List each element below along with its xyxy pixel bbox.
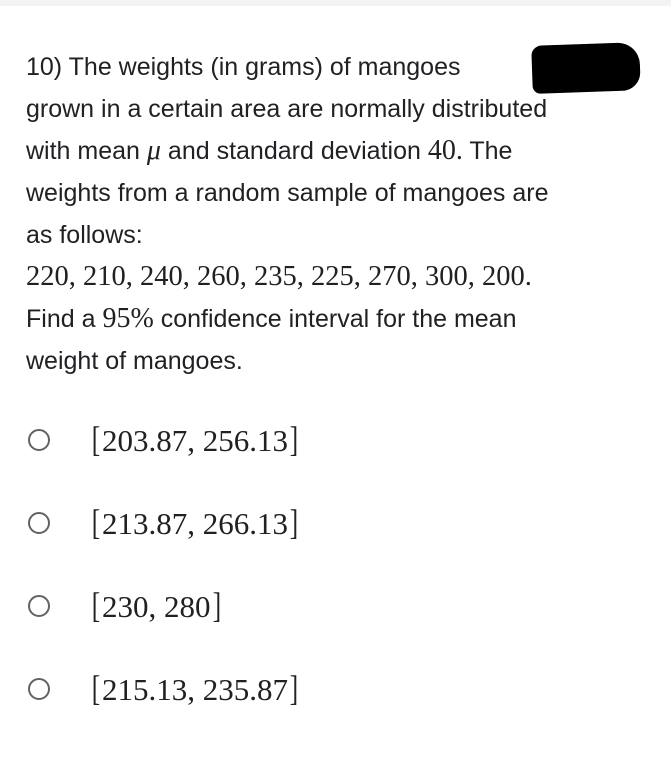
question-line-3: with mean μ and standard deviation 40. The xyxy=(26,135,513,166)
std-dev-value: 40. xyxy=(427,135,463,166)
radio-button-icon[interactable] xyxy=(28,429,50,451)
radio-button-icon[interactable] xyxy=(28,512,50,534)
question-line-4: weights from a random sample of mangoes are xyxy=(26,179,549,207)
confidence-level: 95% xyxy=(102,303,154,334)
question-line-2: grown in a certain area are normally distributed xyxy=(26,95,548,123)
option-label: [215.13, 235.87] xyxy=(91,668,299,708)
question-line-5: as follows: xyxy=(26,221,143,249)
top-divider xyxy=(0,0,671,6)
question-line-7: Find a 95% confidence interval for the mean xyxy=(26,303,517,334)
sample-data: 220, 210, 240, 260, 235, 225, 270, 300, 200. xyxy=(26,261,532,292)
option-label: [213.87, 266.13] xyxy=(91,502,299,542)
mu-symbol: μ xyxy=(146,135,161,166)
option-2[interactable] xyxy=(0,491,671,551)
option-label: [203.87, 256.13] xyxy=(91,419,299,459)
question-number: 10) xyxy=(26,53,63,81)
option-4[interactable] xyxy=(0,657,671,717)
radio-button-icon[interactable] xyxy=(28,595,50,617)
option-label: [230, 280] xyxy=(91,585,221,625)
radio-button-icon[interactable] xyxy=(28,678,50,700)
question-line-1: 10) The weights (in grams) of mangoes xyxy=(26,53,461,81)
option-1[interactable] xyxy=(0,408,671,468)
redaction-mark xyxy=(531,42,641,94)
question-line-8: weight of mangoes. xyxy=(26,347,243,375)
question-text xyxy=(26,46,646,382)
option-3[interactable] xyxy=(0,574,671,634)
